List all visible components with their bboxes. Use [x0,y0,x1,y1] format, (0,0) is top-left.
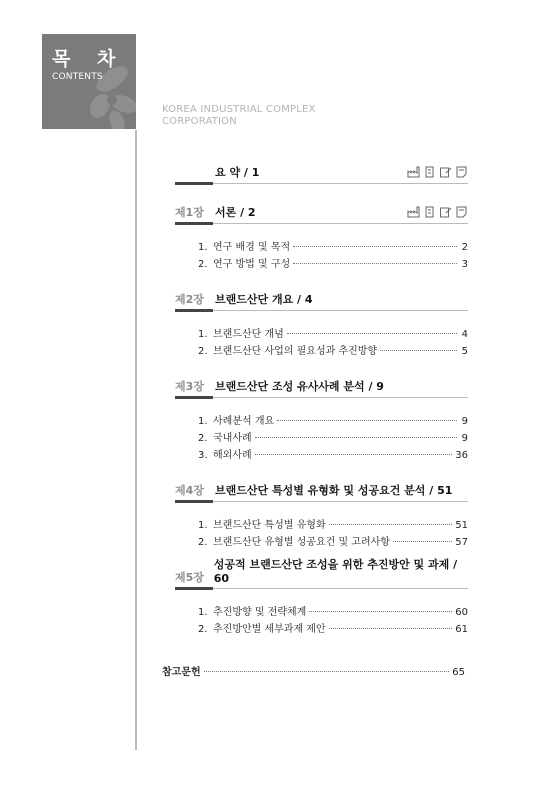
chapter-underline [175,223,468,224]
entry-num: 2. [198,537,208,548]
corporation-line-2: CORPORATION [162,116,237,127]
toc-entry[interactable] [175,255,468,272]
entry-leader [293,263,457,264]
toc-entry[interactable] [175,620,468,637]
document-icon [455,206,468,218]
chapter-3[interactable] [175,374,468,394]
toc-entry[interactable] [175,412,468,429]
entry-leader [329,628,453,629]
chapter-title: 브랜드산단 특성별 유형화 및 성공요건 분석 / 51 [215,484,453,497]
entry-page: 5 [461,346,468,357]
entry-page: 4 [461,329,468,340]
entry-num: 1. [198,416,208,427]
references-leader [204,671,450,672]
factory-icon [407,166,420,178]
building-icon [423,206,436,218]
toc-subtitle: CONTENTS [52,72,103,82]
chapter-underline [175,397,468,398]
chapter-4[interactable] [175,478,468,498]
chapter-num: 제2장 [175,293,204,306]
factory-icon [407,206,420,218]
entry-page: 9 [461,433,468,444]
document-icon [455,166,468,178]
toc-entry[interactable] [175,342,468,359]
corporation-line-1: KOREA INDUSTRIAL COMPLEX [162,104,316,115]
toc-header-box [42,34,136,129]
entry-page: 61 [455,624,468,635]
entry-page: 57 [455,537,468,548]
entry-leader [329,524,453,525]
toc-entry[interactable] [175,325,468,342]
sidebar-divider [135,130,137,750]
chapter-title: 브랜드산단 조성 유사사례 분석 / 9 [215,380,384,393]
chapter-title: 성공적 브랜드산단 조성을 위한 추진방안 및 과제 / 60 [213,558,458,585]
chapter-underline [175,310,468,311]
notepad-icon [439,166,452,178]
toc-entry[interactable] [175,516,468,533]
chapter-underline [175,588,468,589]
chapter-1[interactable] [175,200,468,220]
entry-leader [277,420,457,421]
chapter-underline-accent [175,309,213,312]
entry-page: 2 [461,242,468,253]
entry-title: 추진방안별 세부과제 제안 [213,624,326,635]
entry-page: 60 [455,607,468,618]
entry-title: 연구 방법 및 구성 [213,259,291,270]
entry-num: 1. [198,607,208,618]
table-of-contents [175,160,468,637]
entry-num: 1. [198,242,208,253]
chapter-num: 제1장 [175,206,204,219]
toc-references[interactable] [162,663,465,680]
entry-title: 브랜드산단 특성별 유형화 [213,520,326,531]
entry-leader [255,454,453,455]
entry-leader [393,541,452,542]
toc-entry[interactable] [175,446,468,463]
entry-title: 해외사례 [213,450,252,461]
chapter-underline-accent [175,222,213,225]
entry-title: 추진방향 및 전략체계 [213,607,307,618]
entry-leader [309,611,452,612]
entry-title: 국내사례 [213,433,252,444]
references-label: 참고문헌 [162,667,201,678]
toc-entry[interactable] [175,429,468,446]
entry-page: 36 [455,450,468,461]
entry-leader [287,333,457,334]
entry-num: 1. [198,520,208,531]
corporation-name [162,104,316,128]
entry-num: 2. [198,259,208,270]
chapter-2[interactable] [175,287,468,307]
chapter-title: 브랜드산단 개요 / 4 [215,293,313,306]
chapter-underline-accent [175,587,213,590]
entry-num: 1. [198,329,208,340]
chapter-underline-accent [175,500,213,503]
entry-leader [293,246,457,247]
references-page: 65 [452,667,465,678]
toc-entry[interactable] [175,238,468,255]
entry-title: 브랜드산단 개념 [213,329,284,340]
summary-underline [175,183,468,184]
chapter-underline [175,501,468,502]
toc-entry[interactable] [175,533,468,550]
building-icon [423,166,436,178]
entry-title: 연구 배경 및 목적 [213,242,291,253]
entry-page: 9 [461,416,468,427]
toc-summary[interactable] [175,160,468,180]
entry-page: 51 [455,520,468,531]
chapter-num: 제4장 [175,484,204,497]
chapter-icons [407,206,468,218]
notepad-icon [439,206,452,218]
entry-num: 2. [198,433,208,444]
chapter-underline-accent [175,396,213,399]
entry-title: 브랜드산단 유형별 성공요건 및 고려사항 [213,537,390,548]
entry-title: 브랜드산단 사업의 필요성과 추진방향 [213,346,378,357]
summary-underline-accent [175,182,213,185]
toc-title: 목 차 [52,48,126,70]
entry-num: 2. [198,346,208,357]
entry-title: 사례분석 개요 [213,416,275,427]
toc-entry[interactable] [175,603,468,620]
chapter-num: 제5장 [175,571,204,584]
entry-num: 2. [198,624,208,635]
chapter-num: 제3장 [175,380,204,393]
chapter-title: 서론 / 2 [215,206,256,219]
entry-page: 3 [461,259,468,270]
summary-title: 요 약 / 1 [215,166,260,179]
summary-icons [407,166,468,178]
entry-leader [380,350,457,351]
entry-leader [255,437,457,438]
entry-num: 3. [198,450,208,461]
chapter-5[interactable] [175,558,468,585]
